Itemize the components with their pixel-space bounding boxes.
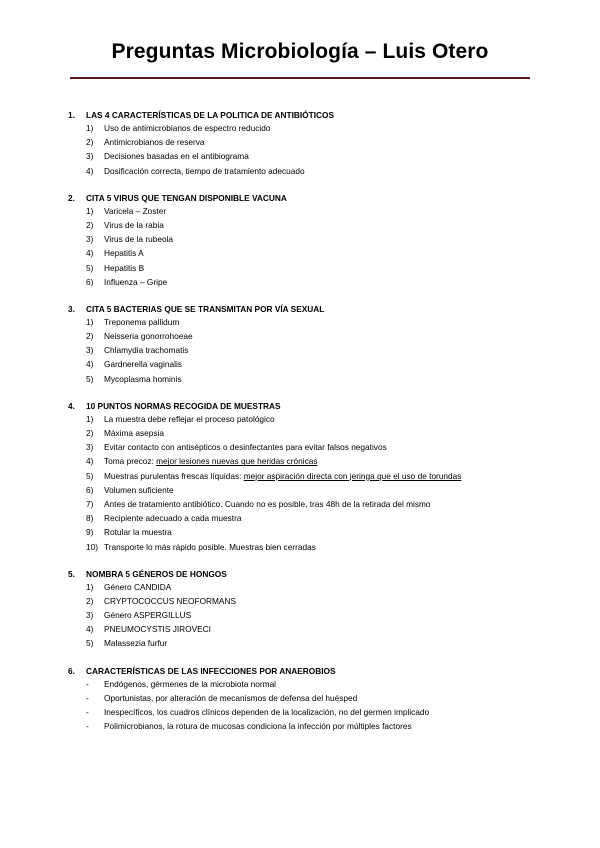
answer-item bbox=[0, 260, 600, 274]
answer-text-main: Transporte lo más rápido posible. Muestras bien cerradas bbox=[104, 541, 316, 552]
page-title: Preguntas Microbiología – Luis Otero bbox=[111, 40, 489, 63]
answer-item bbox=[0, 676, 600, 690]
question-number: 1. bbox=[68, 110, 75, 120]
answer-text bbox=[104, 513, 241, 523]
answer-marker: 7) bbox=[86, 498, 94, 509]
answer-text-main: Inespecíficos, los cuadros clínicos dependen de la localización, no del germen implicado bbox=[104, 707, 430, 717]
answer-marker: 5) bbox=[86, 638, 94, 649]
answer-text bbox=[104, 123, 271, 133]
answer-item bbox=[0, 690, 600, 704]
answer-text-main: Máxima asepsia bbox=[104, 428, 164, 438]
answer-text bbox=[104, 263, 144, 273]
answer-item bbox=[0, 217, 600, 231]
answer-marker: - bbox=[86, 707, 89, 717]
answer-marker: 1) bbox=[86, 581, 94, 592]
answer-item bbox=[0, 635, 600, 649]
answer-text bbox=[104, 234, 173, 244]
answer-text bbox=[104, 471, 461, 481]
answer-text-main: Muestras purulentas frescas líquidas: bbox=[104, 470, 244, 481]
answer-text bbox=[104, 679, 276, 689]
answer-marker: 5) bbox=[86, 262, 94, 273]
answer-item bbox=[0, 231, 600, 245]
answer-text bbox=[104, 707, 429, 717]
answer-marker: - bbox=[86, 678, 89, 689]
answer-marker: 10) bbox=[86, 541, 98, 552]
answer-item bbox=[0, 356, 600, 370]
answer-text-main: Chlamydia trachomatis bbox=[104, 345, 189, 356]
question-text: NOMBRA 5 GÉNEROS DE HONGOS bbox=[86, 568, 227, 579]
answer-item bbox=[0, 411, 600, 425]
answer-item bbox=[0, 579, 600, 593]
answer-marker: 1) bbox=[86, 316, 94, 327]
answer-marker: 5) bbox=[86, 373, 94, 384]
answer-text-main: Género CANDIDA bbox=[104, 581, 172, 592]
answer-text-main: PNEUMOCYSTIS JIROVECI bbox=[104, 624, 211, 635]
document-body bbox=[0, 106, 600, 744]
answer-text bbox=[104, 638, 167, 648]
answer-text bbox=[104, 317, 179, 327]
answer-text-main: Virus de la rabia bbox=[104, 219, 164, 230]
answer-text-main: Uso de antimicrobianos de espectro reducido bbox=[104, 123, 271, 133]
answer-text bbox=[104, 610, 191, 620]
answer-marker: 2) bbox=[86, 428, 94, 438]
answer-text-main: Género ASPERGILLUS bbox=[104, 610, 192, 621]
answer-text-underlined: mejor lesiones nuevas que heridas crónicas bbox=[156, 456, 318, 467]
question-heading bbox=[0, 662, 600, 676]
answer-text-main: Rotular la muestra bbox=[104, 527, 172, 538]
answer-text-main: Oportunistas, por alteración de mecanismos de defensa del huésped bbox=[104, 692, 358, 703]
question-section bbox=[0, 106, 600, 177]
question-number: 2. bbox=[68, 192, 75, 203]
answer-text-main: Malassezia furfur bbox=[104, 638, 168, 649]
question-text: CITA 5 BACTERIAS QUE SE TRANSMITAN POR VÍA SEXUAL bbox=[86, 303, 325, 314]
answer-item bbox=[0, 120, 600, 134]
answer-text bbox=[104, 527, 172, 537]
answer-text bbox=[104, 582, 171, 592]
answer-marker: 3) bbox=[86, 151, 94, 162]
answer-marker: 2) bbox=[86, 331, 94, 342]
answer-text bbox=[104, 137, 205, 147]
title-divider bbox=[70, 77, 530, 79]
answer-item bbox=[0, 134, 600, 148]
answer-text-main: Mycoplasma hominis bbox=[104, 373, 182, 384]
answer-item bbox=[0, 274, 600, 288]
answer-text bbox=[104, 248, 144, 258]
answer-marker: 3) bbox=[86, 234, 94, 245]
answer-marker: 3) bbox=[86, 345, 94, 356]
answer-text-main: Gardnerella vaginalis bbox=[104, 359, 182, 370]
question-section bbox=[0, 189, 600, 288]
answer-text bbox=[104, 277, 167, 287]
answer-text-main: Endógenos, gérmenes de la microbiota normal bbox=[104, 678, 277, 689]
answer-marker: 5) bbox=[86, 470, 94, 481]
question-section bbox=[0, 300, 600, 385]
answer-text-main: Influenza – Gripe bbox=[104, 276, 168, 287]
answer-item bbox=[0, 468, 600, 482]
answer-marker: 2) bbox=[86, 595, 94, 606]
answer-text-main: Virus de la rubeola bbox=[104, 234, 174, 245]
answer-marker: 2) bbox=[86, 137, 94, 148]
answer-item bbox=[0, 245, 600, 259]
answer-item bbox=[0, 718, 600, 732]
answer-marker: 9) bbox=[86, 527, 94, 538]
answer-text bbox=[104, 624, 211, 634]
question-number: 3. bbox=[68, 303, 75, 314]
question-number: 5. bbox=[68, 568, 75, 579]
answer-text-main: Neisseria gonorrohoeae bbox=[104, 331, 193, 342]
answer-text bbox=[104, 596, 236, 606]
answer-item bbox=[0, 539, 600, 553]
answer-marker: 2) bbox=[86, 219, 94, 230]
answer-item bbox=[0, 328, 600, 342]
answer-marker: 1) bbox=[86, 413, 94, 424]
question-heading bbox=[0, 189, 600, 203]
answer-text-main: Evitar contacto con antisépticos o desinfectantes para evitar falsos negativos bbox=[104, 442, 387, 453]
answer-text-main: Volumen suficiente bbox=[104, 484, 174, 495]
answer-text-main: Hepatitis A bbox=[104, 248, 144, 259]
answer-item bbox=[0, 148, 600, 162]
answer-text bbox=[104, 442, 387, 452]
answer-marker: 4) bbox=[86, 165, 94, 176]
answer-marker: 4) bbox=[86, 456, 94, 467]
answer-text bbox=[104, 359, 182, 369]
question-heading bbox=[0, 300, 600, 314]
question-section bbox=[0, 397, 600, 553]
question-section bbox=[0, 565, 600, 650]
answer-marker: 8) bbox=[86, 513, 94, 524]
answer-item bbox=[0, 314, 600, 328]
question-section bbox=[0, 662, 600, 733]
answer-item bbox=[0, 439, 600, 453]
answer-text bbox=[104, 499, 431, 509]
answer-item bbox=[0, 453, 600, 467]
answer-text bbox=[104, 693, 357, 703]
answer-text-main: Treponema pallidum bbox=[104, 316, 180, 327]
answer-marker: - bbox=[86, 692, 89, 703]
question-text: CITA 5 VIRUS QUE TENGAN DISPONIBLE VACUNA bbox=[86, 192, 287, 203]
answer-text bbox=[104, 428, 164, 438]
answer-item bbox=[0, 510, 600, 524]
answer-text bbox=[104, 374, 181, 384]
answer-item bbox=[0, 524, 600, 538]
answer-item bbox=[0, 342, 600, 356]
answer-text-main: CRYPTOCOCCUS NEOFORMANS bbox=[104, 595, 236, 606]
question-text: CARACTERÍSTICAS DE LAS INFECCIONES POR ANAEROBIOS bbox=[86, 665, 336, 676]
answer-item bbox=[0, 482, 600, 496]
question-number: 6. bbox=[68, 665, 75, 676]
answer-text-main: Hepatitis B bbox=[104, 262, 145, 273]
answer-text bbox=[104, 220, 164, 230]
question-text: LAS 4 CARACTERÍSTICAS DE LA POLITICA DE ANTIBIÓTICOS bbox=[86, 110, 334, 120]
answer-text-main: Antimicrobianos de reserva bbox=[104, 137, 205, 148]
answer-marker: 3) bbox=[86, 442, 94, 453]
answer-text-main: Decisiones basadas en el antibiograma bbox=[104, 151, 249, 162]
answer-text bbox=[104, 345, 188, 355]
answer-item bbox=[0, 425, 600, 439]
answer-item bbox=[0, 621, 600, 635]
question-text: 10 PUNTOS NORMAS RECOGIDA DE MUESTRAS bbox=[86, 400, 281, 411]
answer-text-main: Dosificación correcta, tiempo de tratamiento adecuado bbox=[104, 165, 305, 176]
answer-marker: 6) bbox=[86, 484, 94, 495]
answer-text-main: Toma precoz: bbox=[104, 456, 157, 467]
answer-marker: 4) bbox=[86, 624, 94, 635]
answer-marker: 3) bbox=[86, 610, 94, 621]
answer-text bbox=[104, 166, 305, 176]
answer-text bbox=[104, 331, 193, 341]
answer-item bbox=[0, 593, 600, 607]
answer-text bbox=[104, 721, 412, 731]
answer-text-main: La muestra debe reflejar el proceso patológico bbox=[104, 413, 275, 424]
question-heading bbox=[0, 397, 600, 411]
answer-text-main: Varicela – Zoster bbox=[104, 205, 167, 216]
question-number: 4. bbox=[68, 400, 75, 411]
answer-item bbox=[0, 371, 600, 385]
answer-text-main: Antes de tratamiento antibiótico. Cuando no es posible, tras 48h de la retirada del mismo bbox=[104, 498, 431, 509]
answer-text-main: Recipiente adecuado a cada muestra bbox=[104, 513, 242, 524]
answer-text bbox=[104, 456, 318, 466]
answer-text bbox=[104, 414, 275, 424]
answer-marker: 4) bbox=[86, 248, 94, 259]
answer-text bbox=[104, 485, 174, 495]
answer-text-main: Polimicrobianos, la rotura de mucosas condiciona la infección por múltiples factores bbox=[104, 721, 412, 732]
answer-item bbox=[0, 203, 600, 217]
answer-marker: 1) bbox=[86, 205, 94, 216]
question-heading bbox=[0, 565, 600, 579]
answer-item bbox=[0, 607, 600, 621]
answer-item bbox=[0, 704, 600, 718]
answer-text bbox=[104, 206, 166, 216]
question-heading bbox=[0, 106, 600, 120]
answer-marker: 4) bbox=[86, 359, 94, 370]
answer-marker: 6) bbox=[86, 276, 94, 287]
answer-item bbox=[0, 163, 600, 177]
answer-marker: - bbox=[86, 721, 89, 732]
answer-text bbox=[104, 542, 316, 552]
answer-marker: 1) bbox=[86, 123, 94, 133]
answer-text-underlined: mejor aspiración directa con jeringa que el uso de torundas bbox=[243, 470, 462, 481]
answer-text bbox=[104, 151, 249, 161]
answer-item bbox=[0, 496, 600, 510]
